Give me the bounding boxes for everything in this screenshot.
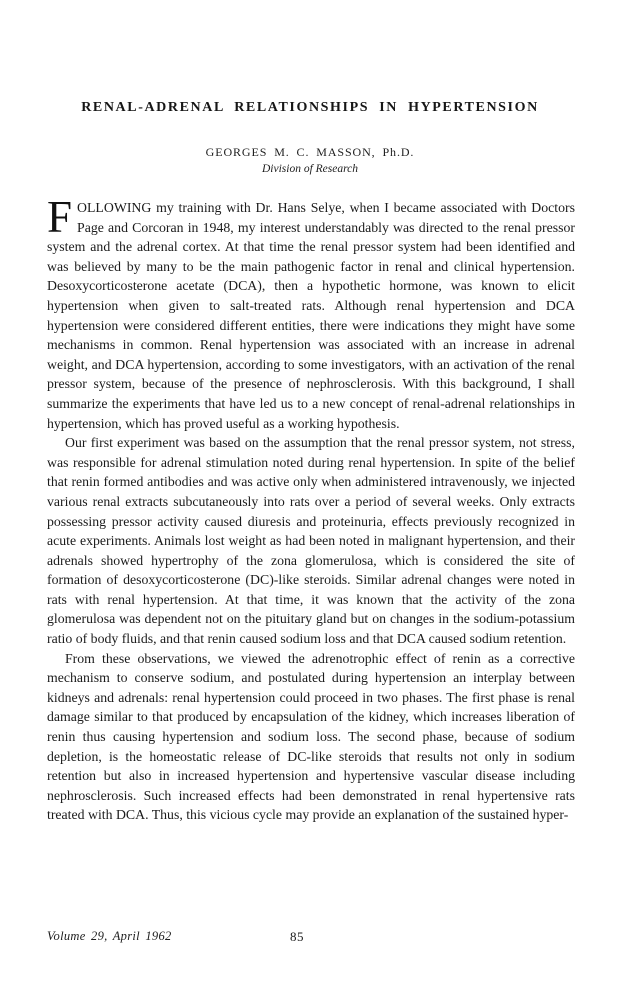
- paragraph-2: Our first experiment was based on the assumption that the renal pressor system, not stress, was responsible for adrenal stimulation noted during renal hypertension. In spite of the belief that renin formed antibodies and was active only when administered intravenously, we injected various renal extracts subcutaneously into rats over a period of several weeks. Only extracts possessing pressor activity caused diuresis and proteinuria, effects previously recognized in acute experiments. Animals lost weight as had been noted in malignant hypertension, and their adrenals showed hypertrophy of the zona glomerulosa, which is considered the site of formation of desoxycorticosterone (DC)-like steroids. Similar adrenal changes were noted in rats with renal hypertension. At that time, it was known that the activity of the zona glomerulosa was dependent not on the pituitary gland but on changes in the sodium-potassium ratio of body fluids, and that renin caused sodium loss and that DCA caused sodium retention.: [47, 435, 575, 647]
- page-number: 85: [290, 929, 304, 944]
- paragraph-opening: [47, 192, 575, 433]
- dropcap-letter: F: [47, 192, 73, 242]
- author-name: GEORGES M. C. MASSON, Ph.D.: [205, 145, 415, 159]
- paragraph-opening-text: OLLOWING my training with Dr. Hans Selye, when I became associated with Doctors Page and Corcoran in 1948, my interest understandably was directed to the renal pressor system and the adrenal cortex. At that time the renal pressor system had been identified and was believed by many to be the main pathogenic factor in renal and clinical hypertension. Desoxycorticosterone acetate (DCA), then a hypothetic hormone, was known to elicit hypertension when given to salt-treated rats. Although renal hypertension and DCA hypertension were considered different entities, there were indications they might have some mechanisms in common. Renal hypertension was associated with an increase in adrenal weight, and DCA hypertension, according to some investigators, with an activation of the renal pressor system, because of the presence of nephrosclerosis. With this background, I shall summarize the experiments that have led us to a new concept of renal-adrenal relationships in hypertension, which has proved useful as a working hypothesis.: [47, 200, 575, 431]
- article-body: [47, 192, 575, 825]
- article-title: RENAL-ADRENAL RELATIONSHIPS IN HYPERTENSION: [81, 100, 539, 115]
- paragraph-3: From these observations, we viewed the adrenotrophic effect of renin as a corrective mechanism to conserve sodium, and postulated during hypertension an interplay between kidneys and adrenals: renal hypertension could proceed in two phases. The first phase is renal damage similar to that produced by encapsulation of the kidney, which increases liberation of renin thus causing hypertension and sodium loss. The second phase, because of sodium depletion, is the homeostatic release of DC-like steroids that results not only in sodium retention but also in increased hypertension and hypertensive vascular disease including nephrosclerosis. Such increased effects had been demonstrated in renal hypertensive rats treated with DCA. Thus, this vicious cycle may provide an explanation of the sustained hyper-: [47, 650, 575, 823]
- author-affiliation: Division of Research: [261, 163, 359, 175]
- volume-date-line: Volume 29, April 1962: [47, 929, 172, 943]
- page-footer: [47, 929, 575, 944]
